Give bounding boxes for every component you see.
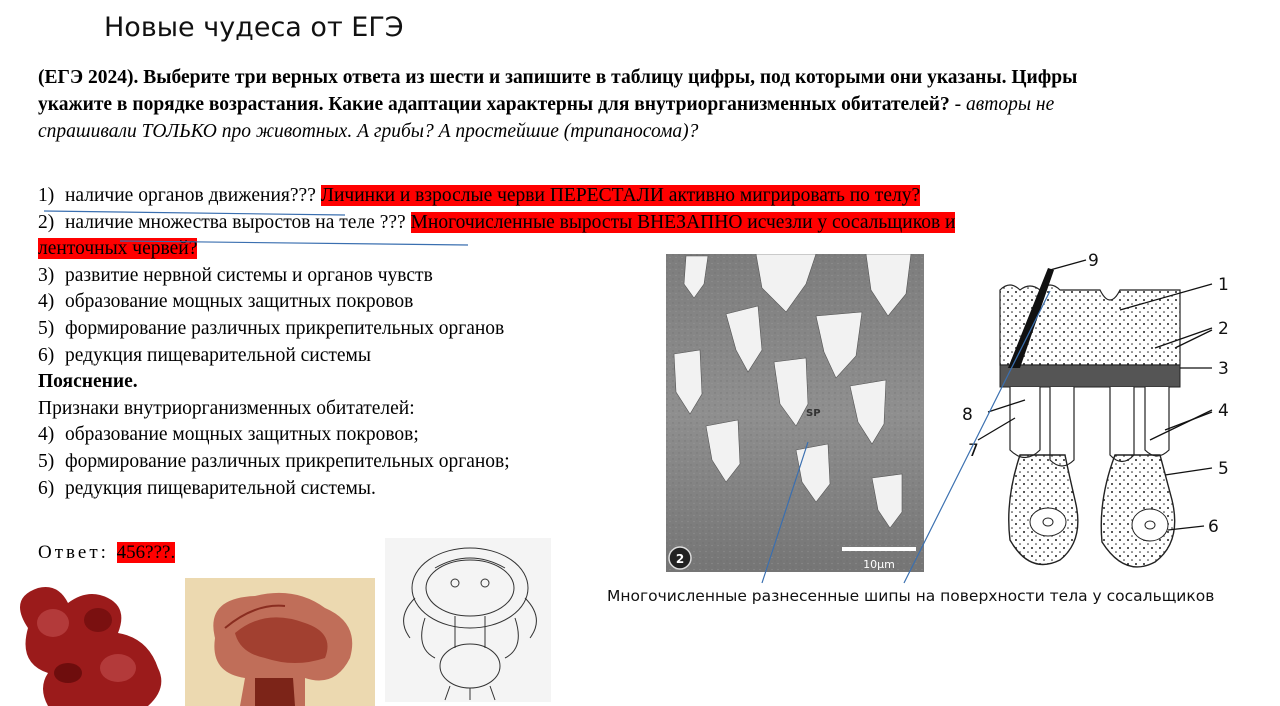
scale-bar-label: 10µm bbox=[863, 558, 895, 571]
diagram-label: 9 bbox=[1088, 251, 1099, 271]
question-text bbox=[38, 64, 1148, 145]
option-comment-highlight: ленточных червей? bbox=[38, 238, 198, 260]
explanation-heading: Пояснение. bbox=[38, 371, 138, 393]
sem-micrograph-image bbox=[666, 254, 924, 572]
diagram-label: 4 bbox=[1218, 401, 1229, 421]
question-comment: авторы не спрашивали ТОЛЬКО про животных. А грибы? А простейшие (трипаносома)? bbox=[38, 94, 1055, 142]
explanation-item: 5) формирование различных прикрепительных органов; bbox=[38, 450, 510, 472]
option-comment-highlight: Многочисленные выросты ВНЕЗАПНО исчезли у сосальщиков и bbox=[410, 211, 956, 233]
parasite-drawing bbox=[385, 538, 551, 702]
figure-badge-label: 2 bbox=[675, 552, 685, 566]
answer-value: 456???. bbox=[116, 542, 176, 563]
question-dash: - bbox=[949, 94, 967, 115]
explanation-intro: Признаки внутриорганизменных обитателей: bbox=[38, 397, 415, 419]
option-5: 5) формирование различных прикрепительных органов bbox=[38, 317, 505, 339]
option-text: редукция пищеварительной системы bbox=[65, 344, 372, 366]
tegument-diagram bbox=[950, 250, 1240, 580]
answer-label: Ответ: bbox=[38, 542, 109, 563]
option-1: 1) наличие органов движения??? Личинки и взрослые черви ПЕРЕСТАЛИ активно мигрировать по телу? bbox=[38, 185, 921, 206]
fluke-photo-2 bbox=[185, 578, 375, 706]
option-6: 6) редукция пищеварительной системы bbox=[38, 344, 372, 366]
diagram-label: 7 bbox=[968, 441, 979, 461]
diagram-label: 8 bbox=[962, 405, 973, 425]
diagram-label: 5 bbox=[1218, 459, 1229, 479]
option-comment-highlight: Личинки и взрослые черви ПЕРЕСТАЛИ активно мигрировать по телу? bbox=[320, 185, 921, 206]
diagram-label: 6 bbox=[1208, 517, 1219, 537]
option-2: 2) наличие множества выростов на теле ??? Многочисленные выросты ВНЕЗАПНО исчезли у сосальщиков и bbox=[38, 211, 956, 233]
answer-line bbox=[38, 542, 175, 564]
option-text: формирование различных прикрепительных органов bbox=[65, 317, 505, 339]
sem-spine-label: SP bbox=[806, 408, 821, 419]
option-4: 4) образование мощных защитных покровов bbox=[38, 291, 414, 313]
diagram-label: 2 bbox=[1218, 319, 1229, 339]
option-text: развитие нервной системы и органов чувств bbox=[65, 264, 433, 286]
fluke-photo-1 bbox=[8, 578, 180, 706]
page-title: Новые чудеса от ЕГЭ bbox=[104, 12, 404, 43]
diagram-label: 1 bbox=[1218, 275, 1229, 295]
option-text: наличие множества выростов на теле ??? bbox=[65, 211, 406, 233]
option-3: 3) развитие нервной системы и органов чувств bbox=[38, 264, 433, 286]
scale-bar bbox=[842, 547, 916, 551]
explanation-item: 4) образование мощных защитных покровов; bbox=[38, 424, 419, 446]
figure-caption: Многочисленные разнесенные шипы на поверхности тела у сосальщиков bbox=[607, 587, 1215, 605]
diagram-label: 3 bbox=[1218, 359, 1229, 379]
option-text: образование мощных защитных покровов bbox=[65, 291, 414, 313]
question-bold: (ЕГЭ 2024). Выберите три верных ответа из шести и запишите в таблицу цифры, под которыми они указаны. Цифры укажите в порядке возрастания. Какие адаптации характерны для внутриорганизменных обитателей? bbox=[38, 67, 1078, 115]
explanation-item: 6) редукция пищеварительной системы. bbox=[38, 477, 376, 499]
option-text: наличие органов движения??? bbox=[65, 185, 316, 206]
